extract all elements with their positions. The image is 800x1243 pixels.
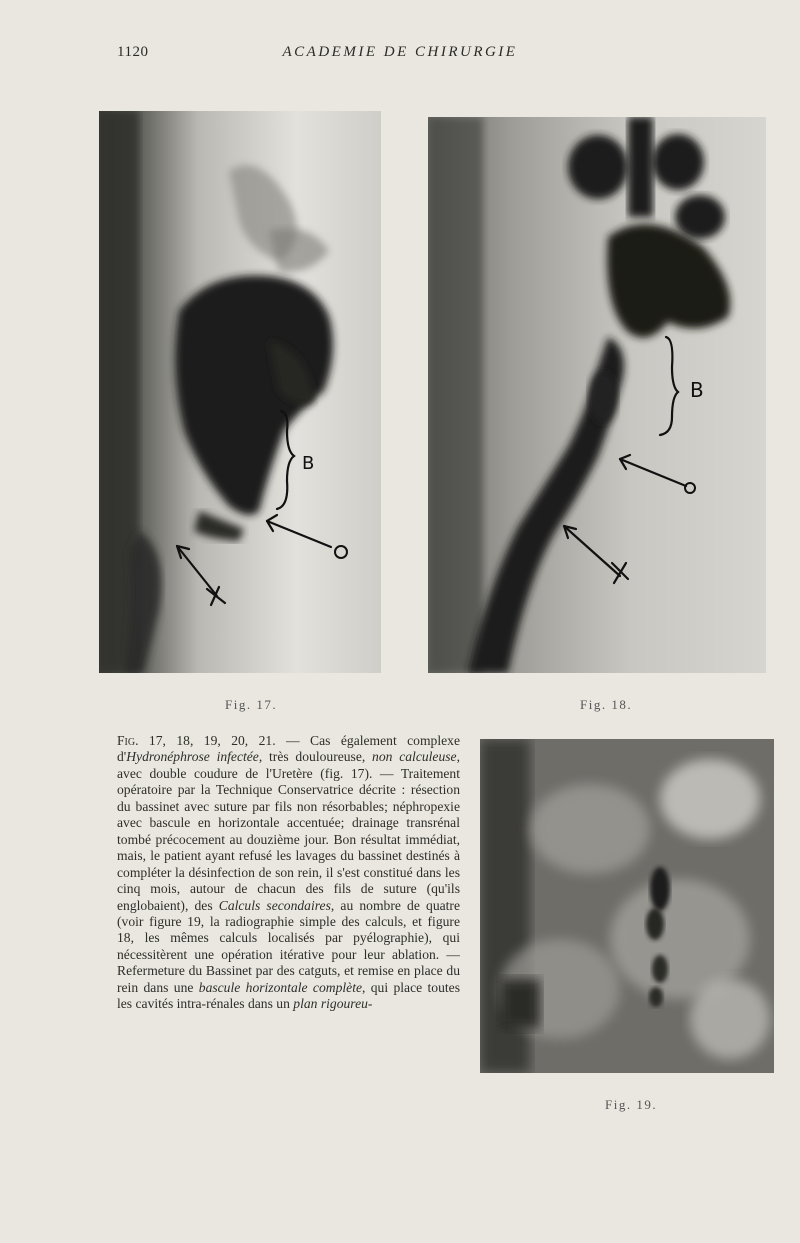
page-number: 1120 (117, 44, 149, 60)
fig18-marker-b: B (690, 378, 704, 402)
fig17-marker-b: B (302, 453, 315, 474)
figure-18-radiograph (428, 117, 766, 673)
figure-19-label: Fig. 19. (605, 1097, 658, 1112)
caption-lead: Fig. 17, 18, 19, 20, 21. (117, 733, 276, 748)
figure-caption: Fig. 17, 18, 19, 20, 21. — Cas également complexe d'Hydronéphrose infectée, très douloureuse, non calculeuse, avec double coudure de l'Uretère (fig. 17). — Traitement opératoire par la Technique Conservatrice décrite : résection du bassinet avec suture par fils non résorbables; néphropexie avec bascule en horizontale accentuée; drainage transrénal tombé précocement au douzième jour. Bon résultat immédiat, mais, le patient ayant refusé les lavages du bassinet destinés à compléter la désinfection de son rein, il s'est constitué dans les cinq mois, autour de chacun des fils de suture (qu'ils englobaient), des Calculs secondaires, au nombre de quatre (voir figure 19, la radiographie simple des calculs, et figure 18, les mêmes calculs localisés par pyélographie), qui nécessitèrent une opération itérative pour leur ablation. — Refermeture du Bassinet par des catguts, et remise en place du rein dans une bascule horizontale complète, qui place toutes les cavités intra-rénales dans un plan rigoureu- (117, 733, 460, 1012)
figure-17-radiograph (99, 111, 381, 673)
figure-17-label: Fig. 17. (225, 697, 278, 712)
running-head: ACADEMIE DE CHIRURGIE (282, 44, 518, 60)
figure-18-label: Fig. 18. (580, 697, 633, 712)
figure-19-radiograph (480, 739, 774, 1073)
